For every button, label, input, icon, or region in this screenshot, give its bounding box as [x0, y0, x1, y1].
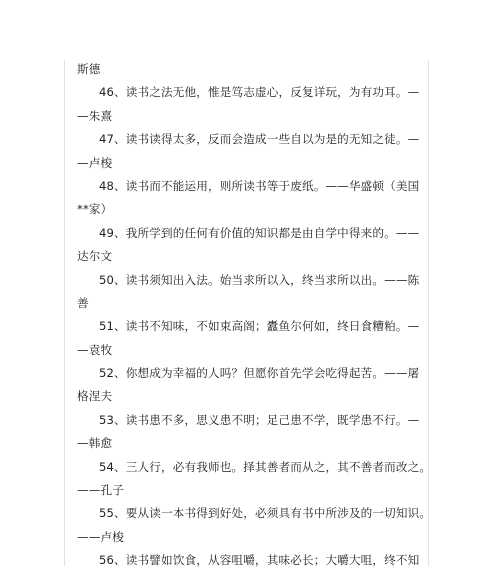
text-line: 格涅夫 — [77, 389, 113, 404]
text-line: 47、读书读得太多，反而会造成一些自以为是的无知之徒。— — [99, 132, 420, 147]
text-line: 56、读书譬如饮食，从容咀嚼，其味必长；大嚼大咀，终不知 — [99, 553, 420, 568]
text-line: **家） — [77, 202, 113, 217]
text-line: 54、三人行，必有我师也。择其善者而从之，其不善者而改之。 — [99, 459, 432, 474]
text-line: —卢梭 — [77, 155, 113, 170]
text-line: 52、你想成为幸福的人吗？但愿你首先学会吃得起苦。——屠 — [99, 366, 420, 381]
text-line: 46、读书之法无他，惟是笃志虚心，反复详玩，为有功耳。— — [99, 85, 420, 100]
text-line: 斯德 — [77, 62, 101, 76]
text-line: ——孔子 — [77, 483, 124, 498]
text-line: —朱熹 — [77, 108, 113, 123]
text-line: 55、要从读一本书得到好处，必须具有书中所涉及的一切知识。 — [99, 506, 432, 521]
page-right-edge — [428, 60, 429, 566]
text-line: 达尔文 — [77, 249, 113, 264]
text-line: ——卢梭 — [77, 529, 124, 544]
text-line: 49、我所学到的任何有价值的知识都是由自学中得来的。—— — [99, 225, 420, 240]
text-line: 50、读书须知出入法。始当求所以入，终当求所以出。——陈 — [99, 272, 420, 287]
text-line: —韩愈 — [77, 436, 113, 451]
page-left-edge — [64, 60, 65, 566]
text-line: 51、读书不知味，不如束高阁；蠹鱼尔何如，终日食糟粕。— — [99, 319, 420, 334]
text-line: 善 — [77, 295, 89, 310]
text-line: 53、读书患不多，思义患不明；足己患不学，既学患不行。— — [99, 412, 420, 427]
document-body — [77, 58, 432, 573]
text-line: 48、读书而不能运用，则所读书等于废纸。——华盛顿（美国 — [99, 178, 420, 193]
text-line: —袁牧 — [77, 342, 113, 357]
